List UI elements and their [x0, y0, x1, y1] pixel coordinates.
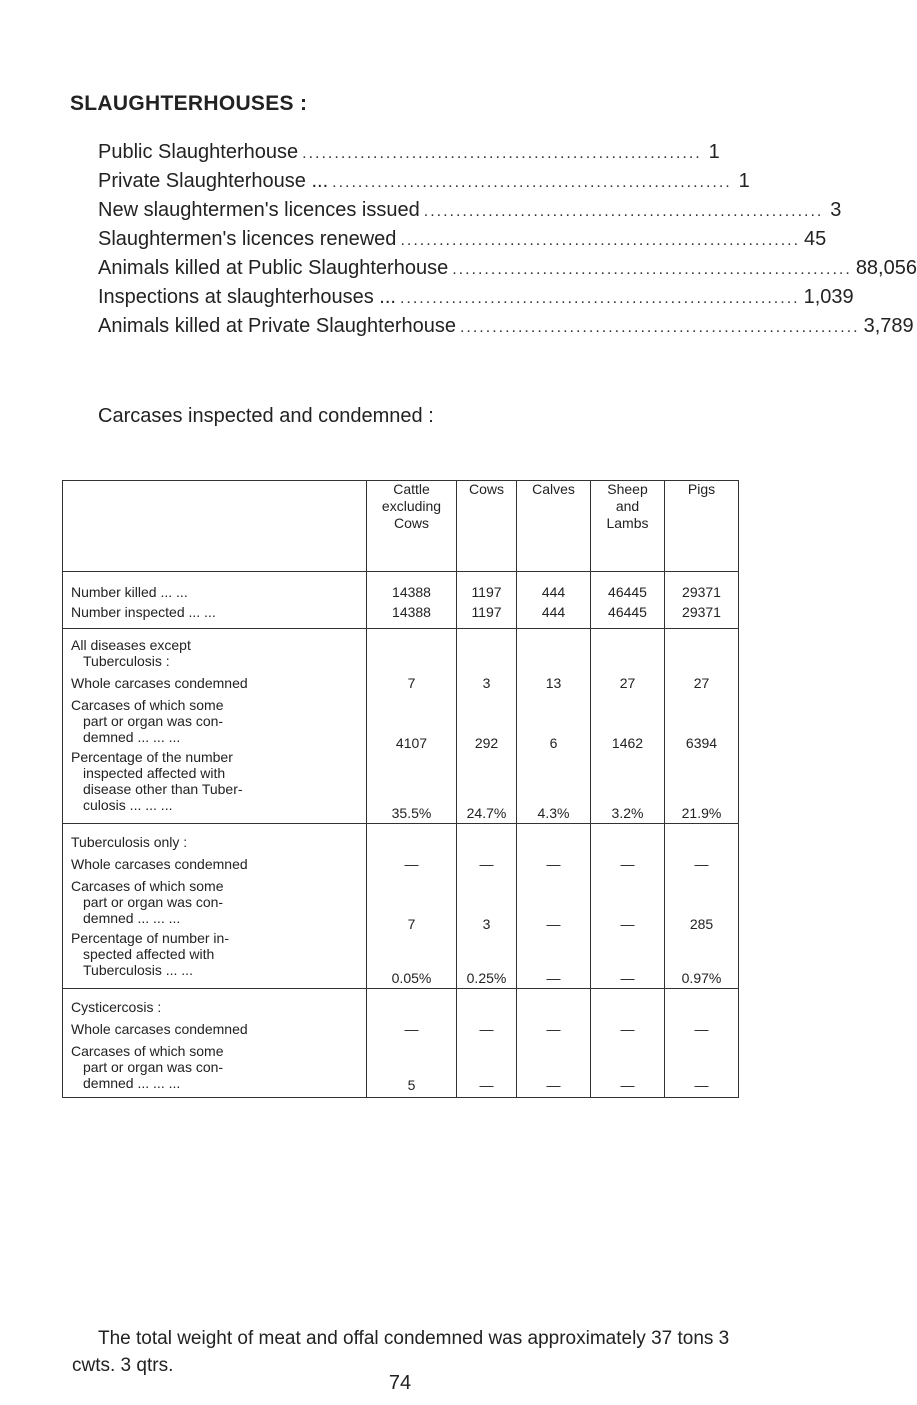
leader-dots: ..............................................................	[452, 261, 852, 278]
header-pigs: Pigs	[665, 481, 739, 572]
slaughterhouse-stats	[98, 141, 917, 344]
row-label: Carcases of which some	[71, 1043, 224, 1059]
stat-value: 45	[804, 228, 827, 250]
stat-row	[98, 141, 720, 170]
cell-value: —	[546, 1021, 561, 1037]
cell-value: 29371	[682, 604, 721, 620]
stat-row	[98, 315, 914, 344]
header-line: excluding	[381, 498, 442, 514]
header-line: Sheep	[607, 481, 648, 497]
cell-value: 35.5%	[391, 805, 432, 821]
cell-value: —	[694, 1077, 709, 1093]
cell-value: 27	[693, 675, 710, 691]
row-label: Percentage of number in-	[71, 930, 229, 946]
cell-value: 46445	[608, 584, 647, 600]
cell-value: 14388	[392, 584, 431, 600]
stat-row	[98, 170, 750, 199]
stat-label: Slaughtermen's licences renewed	[98, 228, 397, 250]
cell-value: 7	[407, 916, 416, 932]
row-label: culosis ... ... ...	[83, 797, 173, 813]
counts-pigs	[665, 572, 739, 629]
counts-labels	[63, 572, 367, 629]
row-label: Tuberculosis ... ...	[83, 962, 193, 978]
leader-dots: ..............................................................	[459, 319, 860, 336]
row-label: Whole carcases condemned	[71, 856, 248, 872]
row-label: Whole carcases condemned	[71, 675, 248, 691]
cysticercosis-calves	[517, 989, 591, 1098]
row-label: part or organ was con-	[83, 894, 224, 910]
tb-calves	[517, 824, 591, 989]
header-sheep	[591, 481, 665, 572]
counts-sheep	[591, 572, 665, 629]
header-cattle	[367, 481, 457, 572]
leader-dots: ..............................................................	[400, 232, 801, 249]
leader-dots: ..............................................................	[302, 145, 702, 162]
stat-label: Animals killed at Public Slaughterhouse	[98, 257, 449, 279]
table-header-row	[63, 481, 739, 572]
cell-value: 0.97%	[681, 970, 722, 986]
section-counts	[63, 572, 739, 629]
section-title: Cysticercosis :	[71, 999, 162, 1015]
stat-value: 3,789	[863, 315, 914, 337]
cell-value: —	[404, 1021, 419, 1037]
row-label: part or organ was con-	[83, 1059, 224, 1075]
carcases-table	[62, 480, 739, 1098]
row-label: part or organ was con-	[83, 713, 224, 729]
cell-value: —	[620, 916, 635, 932]
all-diseases-labels	[63, 629, 367, 824]
cysticercosis-pigs	[665, 989, 739, 1098]
header-line: and	[615, 498, 640, 514]
cell-value: —	[546, 856, 561, 872]
cell-value: 285	[689, 916, 714, 932]
footer-text: The total weight of meat and offal condemned was approximately 37 tons 3 cwts. 3 qtrs.	[72, 1328, 730, 1376]
stat-value: 3	[830, 199, 842, 221]
row-label: Number inspected ... ...	[71, 604, 216, 620]
header-line: Lambs	[606, 515, 649, 531]
row-label: Carcases of which some	[71, 697, 224, 713]
stat-label: Public Slaughterhouse	[98, 141, 299, 163]
section-title: Tuberculosis only :	[71, 834, 188, 850]
all-diseases-calves	[517, 629, 591, 824]
cell-value: 21.9%	[681, 805, 722, 821]
cell-value: 6	[549, 735, 558, 751]
cell-value: 444	[541, 584, 566, 600]
cell-value: 7	[407, 675, 416, 691]
cell-value: 3.2%	[611, 805, 644, 821]
cell-value: —	[546, 970, 561, 986]
row-label: demned ... ... ...	[83, 729, 181, 745]
cell-value: 0.25%	[466, 970, 507, 986]
stat-value: 1,039	[803, 286, 854, 308]
stat-label: New slaughtermen's licences issued	[98, 199, 420, 221]
cell-value: 3	[482, 916, 491, 932]
cell-value: 1197	[471, 604, 502, 620]
row-label: Whole carcases condemned	[71, 1021, 248, 1037]
tb-labels	[63, 824, 367, 989]
stat-value: 1	[708, 141, 720, 163]
tb-cattle	[367, 824, 457, 989]
cell-value: —	[694, 1021, 709, 1037]
stat-value: 1	[738, 170, 750, 192]
row-label: spected affected with	[83, 946, 215, 962]
cell-value: 14388	[392, 604, 431, 620]
cell-value: 29371	[682, 584, 721, 600]
cell-value: —	[620, 856, 635, 872]
row-label: demned ... ... ...	[83, 910, 181, 926]
cell-value: —	[479, 1077, 494, 1093]
cell-value: 6394	[685, 735, 718, 751]
header-calves: Calves	[517, 481, 591, 572]
cell-value: 292	[474, 735, 499, 751]
cell-value: 1197	[471, 584, 502, 600]
cell-value: —	[479, 856, 494, 872]
all-diseases-pigs	[665, 629, 739, 824]
all-diseases-cattle	[367, 629, 457, 824]
cysticercosis-cattle	[367, 989, 457, 1098]
stat-row	[98, 257, 917, 286]
cell-value: 1462	[611, 735, 644, 751]
header-line: Cows	[393, 515, 429, 531]
cell-value: —	[620, 970, 635, 986]
counts-calves	[517, 572, 591, 629]
cell-value: 4.3%	[537, 805, 570, 821]
row-label: Number killed ... ...	[71, 584, 188, 600]
cell-value: 5	[407, 1077, 416, 1093]
cell-value: —	[479, 1021, 494, 1037]
footer-note	[72, 1325, 758, 1379]
stat-value: 88,056	[855, 257, 917, 279]
section-title: All diseases except	[71, 637, 191, 653]
section-all-diseases	[63, 629, 739, 824]
row-label: inspected affected with	[83, 765, 226, 781]
cell-value: 24.7%	[466, 805, 507, 821]
cell-value: 13	[545, 675, 562, 691]
cell-value: —	[620, 1077, 635, 1093]
cysticercosis-cows	[457, 989, 517, 1098]
cell-value: —	[546, 916, 561, 932]
stat-label: Inspections at slaughterhouses ...	[98, 286, 396, 308]
section-title: Tuberculosis :	[83, 653, 170, 669]
tb-cows	[457, 824, 517, 989]
tb-pigs	[665, 824, 739, 989]
leader-dots: ..............................................................	[423, 203, 824, 220]
stat-label: Animals killed at Private Slaughterhouse	[98, 315, 456, 337]
cell-value: —	[620, 1021, 635, 1037]
cell-value: 46445	[608, 604, 647, 620]
cell-value: 0.05%	[391, 970, 432, 986]
section-tuberculosis	[63, 824, 739, 989]
tb-sheep	[591, 824, 665, 989]
page-number: 74	[388, 1372, 412, 1394]
cell-value: 27	[619, 675, 636, 691]
stat-row	[98, 199, 842, 228]
row-label: Carcases of which some	[71, 878, 224, 894]
row-label: disease other than Tuber-	[83, 781, 243, 797]
stat-row	[98, 286, 854, 315]
cell-value: —	[404, 856, 419, 872]
row-label: Percentage of the number	[71, 749, 233, 765]
stat-label: Private Slaughterhouse ...	[98, 170, 329, 192]
cysticercosis-sheep	[591, 989, 665, 1098]
header-line: Cattle	[393, 481, 430, 497]
cell-value: 4107	[395, 735, 428, 751]
leader-dots: ..............................................................	[332, 174, 732, 191]
counts-cows	[457, 572, 517, 629]
cell-value: —	[546, 1077, 561, 1093]
cell-value: —	[694, 856, 709, 872]
cell-value: 444	[541, 604, 566, 620]
leader-dots: ..............................................................	[399, 290, 800, 307]
page-heading: SLAUGHTERHOUSES :	[70, 92, 308, 115]
all-diseases-sheep	[591, 629, 665, 824]
table-caption: Carcases inspected and condemned :	[98, 405, 434, 427]
section-cysticercosis	[63, 989, 739, 1098]
row-label: demned ... ... ...	[83, 1075, 181, 1091]
all-diseases-cows	[457, 629, 517, 824]
cysticercosis-labels	[63, 989, 367, 1098]
header-blank	[63, 481, 367, 572]
stat-row	[98, 228, 827, 257]
header-cows: Cows	[457, 481, 517, 572]
cell-value: 3	[482, 675, 491, 691]
counts-cattle	[367, 572, 457, 629]
